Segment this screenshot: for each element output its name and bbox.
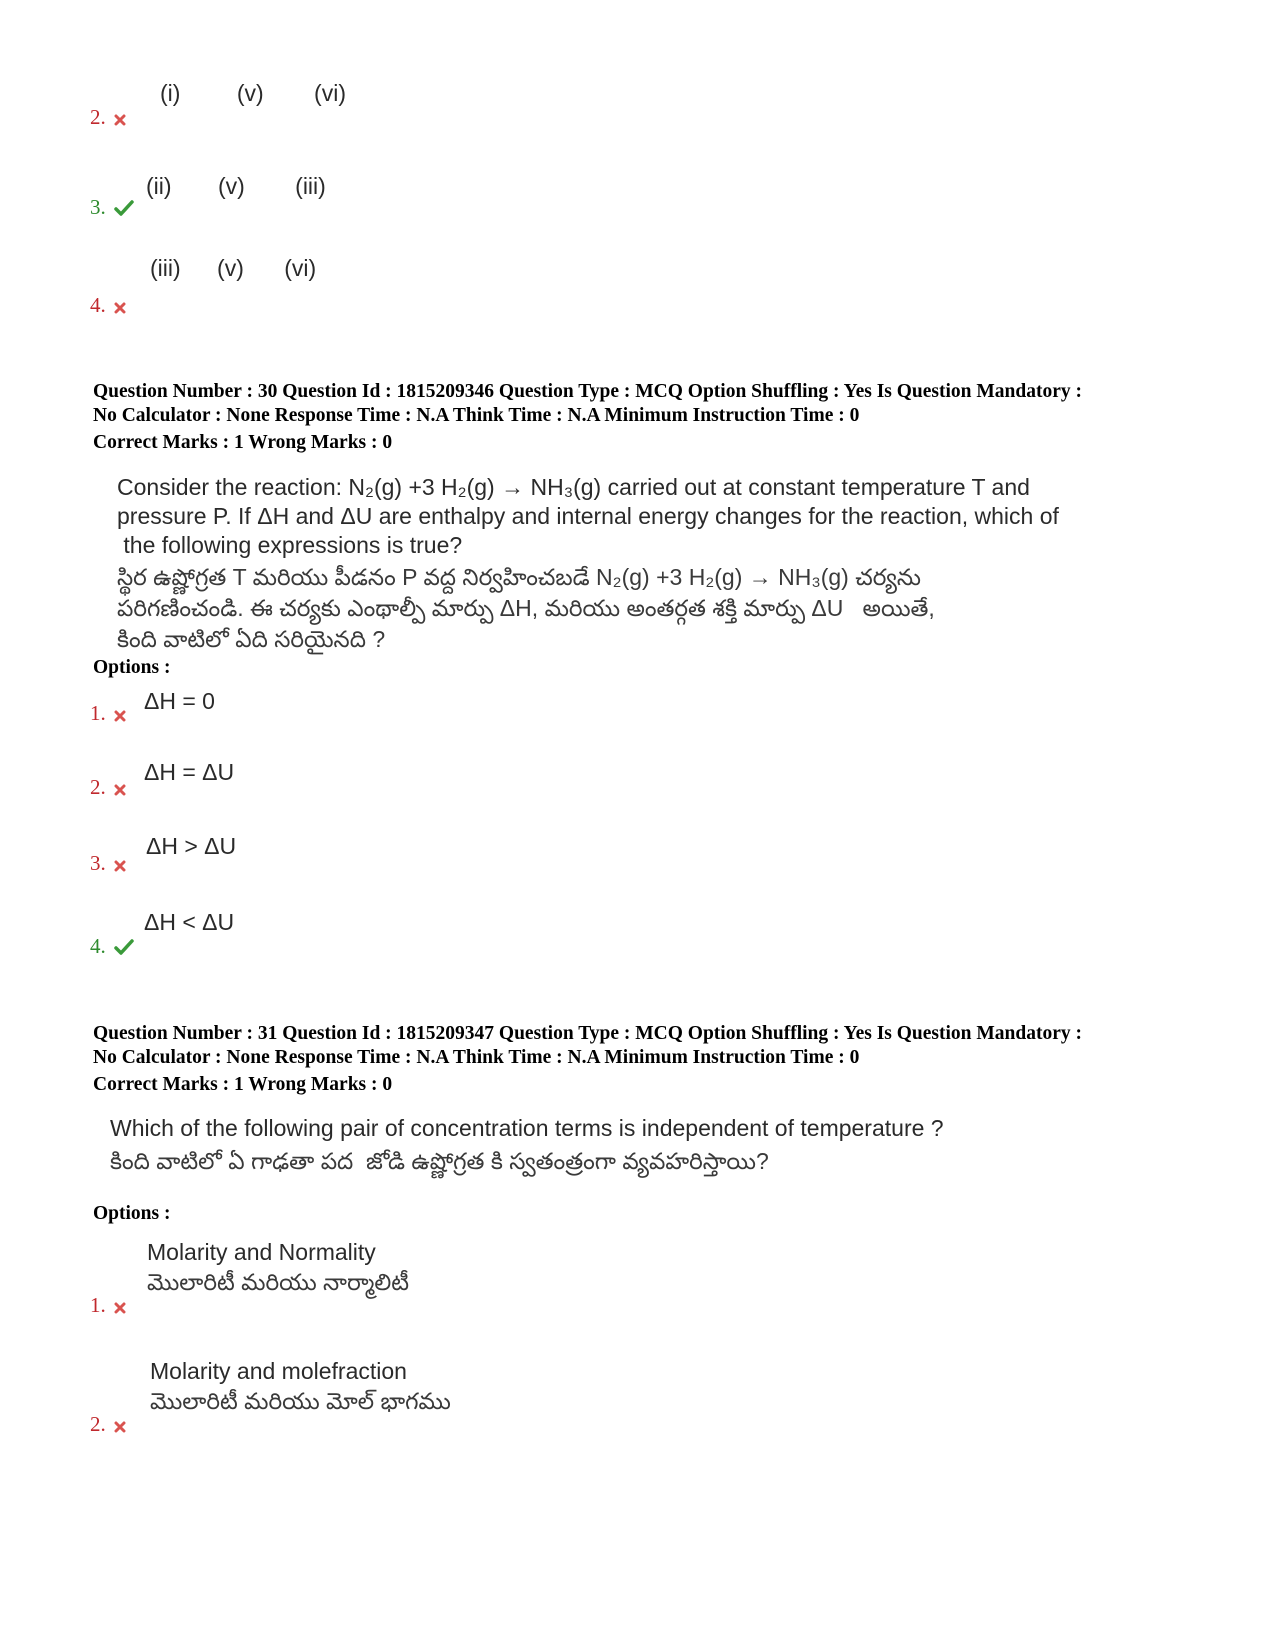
option-number-label: 3. (90, 195, 106, 219)
meta-line: Question Number : 31 Question Id : 1815209347 Question Type : MCQ Option Shuffling : Yes Is Question Mandatory : (93, 1023, 1082, 1044)
roman-part: (v) (217, 173, 245, 199)
cross-mark-icon (114, 107, 126, 132)
roman-part: (vi) (314, 80, 346, 106)
question-31-text (110, 1114, 944, 1176)
option-number[interactable] (90, 1293, 126, 1320)
question-30-meta (93, 380, 1213, 428)
question-text-line-te: కింది వాటిలో ఏది సరియైనది ? (117, 626, 386, 652)
roman-part: (iii) (295, 173, 326, 199)
option-2-text: ΔH = ΔU (144, 759, 235, 785)
option-number[interactable] (90, 293, 126, 320)
option-text-en: Molarity and molefraction (150, 1358, 407, 1384)
option-number-label: 4. (90, 934, 106, 958)
meta-line: No Calculator : None Response Time : N.A Think Time : N.A Minimum Instruction Time : 0 (93, 405, 860, 426)
option-3-text: ΔH > ΔU (146, 833, 237, 859)
option-text-te: మొలారిటీ మరియు నార్మాలిటీ (147, 1269, 409, 1295)
option-text-te: మొలారిటీ మరియు మోల్ భాగము (150, 1388, 451, 1414)
option-number-label: 1. (90, 701, 106, 725)
question-text-line: Consider the reaction: N₂(g) +3 H₂(g) → NH₃(g) carried out at constant temperature T and (117, 474, 1030, 500)
cross-mark-icon (114, 295, 126, 320)
option-number[interactable] (90, 701, 126, 728)
option-number[interactable] (90, 105, 126, 132)
cross-mark-icon (114, 1414, 126, 1439)
question-text-line: pressure P. If ΔH and ΔU are enthalpy and internal energy changes for the reaction, which of (117, 503, 1059, 529)
option-number[interactable] (90, 195, 134, 222)
check-mark-icon (114, 936, 134, 961)
roman-part: (iii) (150, 255, 181, 281)
question-30-text (117, 473, 1059, 654)
cross-mark-icon (114, 703, 126, 728)
meta-line: Question Number : 30 Question Id : 1815209346 Question Type : MCQ Option Shuffling : Yes Is Question Mandatory : (93, 381, 1082, 402)
option-text-en: Molarity and Normality (147, 1239, 376, 1265)
cross-mark-icon (114, 1295, 126, 1320)
roman-part: (v) (236, 80, 264, 106)
option-number[interactable] (90, 1412, 126, 1439)
roman-part: (i) (160, 80, 181, 106)
option-1-text: ΔH = 0 (144, 688, 215, 714)
option-3-content (146, 173, 326, 200)
option-number[interactable] (90, 775, 126, 802)
question-text-line-te: పరిగణించండి. ఈ చర్యకు ఎంథాల్పీ మార్పు ΔH, మరియు అంతర్గత శక్తి మార్పు ΔU అయితే, (117, 595, 935, 621)
roman-part: (ii) (146, 173, 172, 199)
roman-part: (v) (217, 255, 244, 281)
option-number-label: 3. (90, 851, 106, 875)
option-number-label: 1. (90, 1293, 106, 1317)
options-label: Options : (93, 1203, 171, 1224)
option-2-text (150, 1356, 451, 1416)
question-31-meta (93, 1022, 1213, 1070)
option-4-content (150, 255, 316, 282)
roman-part: (vi) (284, 255, 317, 281)
option-1-text (147, 1237, 409, 1297)
question-text-line-te: స్థిర ఉష్ణోగ్రత T మరియు పీడనం P వద్ద నిర్వహించబడే N₂(g) +3 H₂(g) → NH₃(g) చర్యను (117, 564, 921, 590)
option-number[interactable] (90, 934, 134, 961)
meta-line: No Calculator : None Response Time : N.A Think Time : N.A Minimum Instruction Time : 0 (93, 1047, 860, 1068)
question-30-marks: Correct Marks : 1 Wrong Marks : 0 (93, 432, 393, 453)
question-text-line: the following expressions is true? (117, 532, 463, 558)
option-2-content (160, 80, 346, 107)
option-number[interactable] (90, 851, 126, 878)
cross-mark-icon (114, 853, 126, 878)
check-mark-icon (114, 197, 134, 222)
option-number-label: 2. (90, 775, 106, 799)
question-text-line: Which of the following pair of concentration terms is independent of temperature ? (110, 1115, 944, 1141)
question-31-marks: Correct Marks : 1 Wrong Marks : 0 (93, 1074, 393, 1095)
option-number-label: 2. (90, 1412, 106, 1436)
option-number-label: 2. (90, 105, 106, 129)
option-4-text: ΔH < ΔU (144, 909, 235, 935)
options-label: Options : (93, 657, 171, 678)
option-number-label: 4. (90, 293, 106, 317)
cross-mark-icon (114, 777, 126, 802)
question-text-line-te: కింది వాటిలో ఏ గాఢతా పద జోడి ఉష్ణోగ్రత కి స్వతంత్రంగా వ్యవహరిస్తాయి? (110, 1148, 769, 1174)
